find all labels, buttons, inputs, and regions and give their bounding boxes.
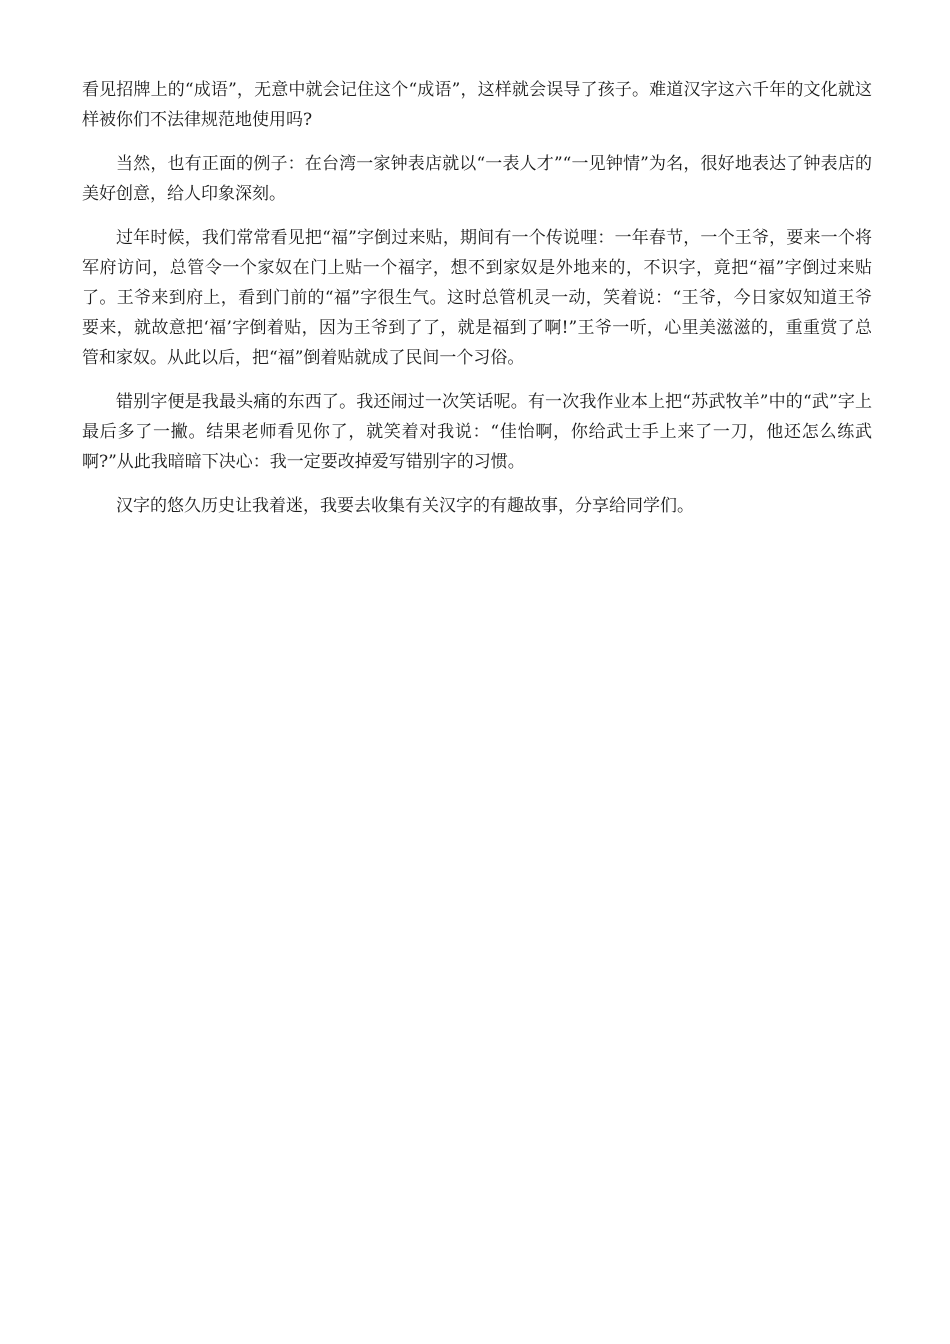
- paragraph-4: 错别字便是我最头痛的东西了。我还闹过一次笑话呢。有一次我作业本上把“苏武牧羊”中的“武”字上最后多了一撇。结果老师看见你了，就笑着对我说：“佳怡啊，你给武士手上来了一刀，他还怎么练武啊?”从此我暗暗下决心：我一定要改掉爱写错别字的习惯。: [82, 392, 872, 472]
- paragraph-3: 过年时候，我们常常看见把“福”字倒过来贴，期间有一个传说哩：一年春节，一个王爷，要来一个将军府访问，总管令一个家奴在门上贴一个福字，想不到家奴是外地来的，不识字，竟把“福”字倒过来贴了。王爷来到府上，看到门前的“福”字很生气。这时总管机灵一动，笑着说：“王爷，今日家奴知道王爷要来，就故意把‘福’字倒着贴，因为王爷到了了，就是福到了啊!”王爷一听，心里美滋滋的，重重赏了总管和家奴。从此以后，把“福”倒着贴就成了民间一个习俗。: [82, 228, 872, 368]
- document-body: [82, 75, 872, 535]
- paragraph-5: 汉字的悠久历史让我着迷，我要去收集有关汉字的有趣故事，分享给同学们。: [116, 496, 694, 516]
- paragraph-2: 当然，也有正面的例子：在台湾一家钟表店就以“一表人才”“一见钟情”为名，很好地表达了钟表店的美好创意，给人印象深刻。: [82, 154, 872, 204]
- paragraph-1: 看见招牌上的“成语”，无意中就会记住这个“成语”，这样就会误导了孩子。难道汉字这六千年的文化就这样被你们不法律规范地使用吗?: [82, 80, 872, 130]
